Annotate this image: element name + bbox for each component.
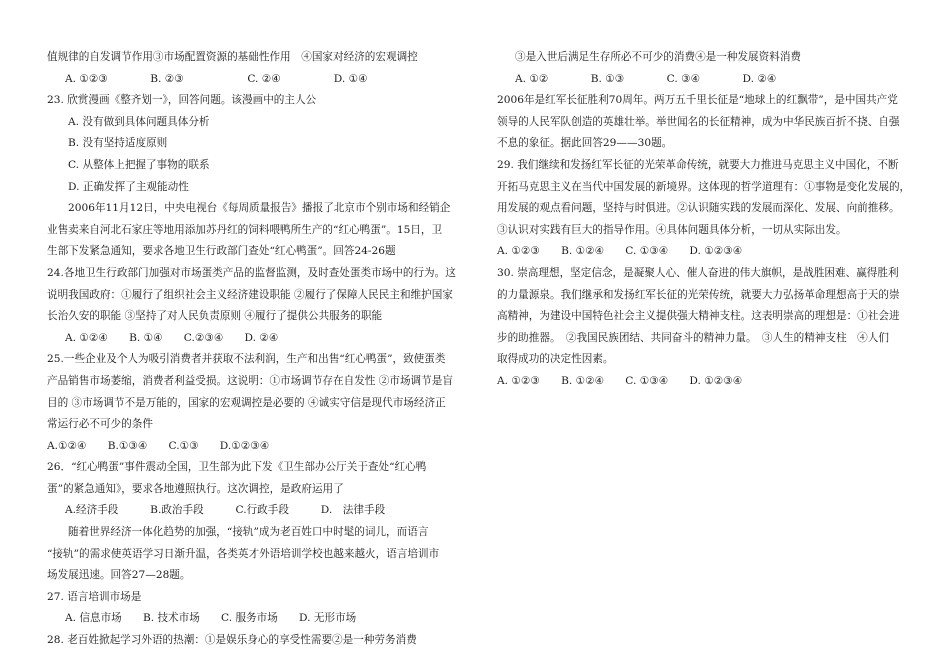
- left-text-line: 场发展迅速。回答27—28题。: [47, 569, 191, 582]
- right-text-line: 30. 崇高理想，坚定信念，是凝聚人心、催人奋进的伟大旗帜，是战胜困难、赢得胜利: [497, 266, 899, 279]
- right-text-line: 不息的象征。据此回答29——30题。: [497, 137, 673, 150]
- left-column: [47, 47, 465, 652]
- left-text-line: 28. 老百姓掀起学习外语的热潮：①是娱乐身心的享受性需要②是一种劳务消费: [47, 634, 417, 647]
- right-text-line: ③是入世后满足生存所必不可少的消费④是一种发展资料消费: [515, 51, 802, 63]
- left-text-line: 说明我国政府：①履行了组织社会主义经济建设职能 ②履行了保障人民民主和维护国家: [47, 288, 453, 301]
- right-text-line: 取得成功的决定性因素。: [497, 353, 614, 366]
- left-text-line: A. 信息市场 B. 技术市场 C. 服务市场 D. 无形市场: [65, 612, 357, 625]
- left-text-line: 生部下发紧急通知，要求各地卫生行政部门查处“红心鸭蛋”。回答24-26题: [47, 245, 396, 258]
- left-text-line: B. 没有坚持适度原则: [68, 137, 168, 150]
- left-text-line: 26．“红心鸭蛋”事件震动全国，卫生部为此下发《卫生部办公厅关于查处“红心鸭: [47, 461, 427, 474]
- left-text-line: 2006年11月12日，中央电视台《每周质量报告》播报了北京市个别市场和经销企: [68, 202, 451, 215]
- left-text-line: “接轨”的需求使英语学习日渐升温，各类英才外语培训学校也越来越火，语言培训市: [47, 547, 440, 560]
- left-text-line: A. 没有做到具体问题具体分析: [68, 115, 210, 128]
- left-text-line: 常运行必不可少的条件: [47, 418, 153, 431]
- left-text-line: A.①②④ B.①③④ C.①③ D.①②③④: [47, 439, 270, 452]
- right-text-line: 29. 我们继续和发扬红军长征的光荣革命传统，就要大力推进马克思主义中国化，不断: [497, 158, 899, 171]
- right-text-line: 领导的人民军队创造的英雄壮举。举世闻名的长征精神，成为中华民族百折不挠、自强: [497, 115, 900, 128]
- left-text-line: 目的 ③市场调节不是万能的，国家的宏观调控是必要的 ④诚实守信是现代市场经济正: [47, 396, 446, 409]
- right-text-line: 开拓马克思主义在当代中国发展的新境界。这体现的哲学道理有：①事物是变化发展的，: [497, 180, 911, 193]
- right-text-line: 用发展的观点看问题，坚持与时俱进。②认识随实践的发展而深化、发展、向前推移。: [497, 202, 900, 215]
- left-text-line: 长治久安的职能 ③坚持了对人民负责原则 ④履行了提供公共服务的职能: [47, 310, 383, 323]
- right-column: [497, 47, 917, 393]
- left-text-line: 产品销售市场萎缩，消费者利益受损。这说明：①市场调节存在自发性 ②市场调节是盲: [47, 374, 453, 387]
- left-text-line: D. 正确发挥了主观能动性: [68, 180, 189, 193]
- right-text-line: 步的助推器。 ②我国民族团结、共同奋斗的精神力量。 ③人生的精神支柱 ④人们: [497, 331, 889, 344]
- right-text-line: 的力量源泉。我们继承和发扬红军长征的光荣传统，就要大力弘扬革命理想高于天的崇: [497, 288, 900, 301]
- left-text-line: 24.各地卫生行政部门加强对市场蛋类产品的监督监测，及时查处蛋类市场中的行为。这: [47, 266, 456, 279]
- left-text-line: 蛋”的紧急通知》，要求各地遵照执行。这次调控，是政府运用了: [47, 482, 344, 495]
- left-text-line: 25.一些企业及个人为吸引消费者并获取不法利润，生产和出售“红心鸭蛋”，致使蛋类: [47, 353, 446, 366]
- left-text-line: 值规律的自发调节作用③市场配置资源的基础性作用 ④国家对经济的宏观调控: [47, 51, 418, 63]
- right-text-line: A. ①②③ B. ①②④ C. ①③④ D. ①②③④: [497, 374, 743, 387]
- right-text-line: A. ①② B. ①③ C. ③④ D. ②④: [515, 72, 777, 85]
- right-text-line: ③认识对实践有巨大的指导作用。④具体问题具体分析，一切从实际出发。: [497, 223, 847, 236]
- left-text-line: 随着世界经济一体化趋势的加强，“接轨”成为老百姓口中时髦的词儿，而语言: [68, 526, 429, 539]
- right-text-line: 2006年是红军长征胜利70周年。两万五千里长征是“地球上的红飘带”，是中国共产党: [497, 94, 898, 107]
- left-text-line: A. ①②③ B. ②③ C. ②④ D. ①④: [65, 72, 368, 85]
- left-text-line: A.经济手段 B.政治手段 C.行政手段 D. 法律手段: [65, 504, 386, 517]
- right-text-line: 高精神，为建设中国特色社会主义提供强大精神支柱。这表明崇高的理想是：①社会进: [497, 310, 900, 323]
- left-text-line: 业售卖来自河北石家庄等地用添加苏丹红的饲料喂鸭所生产的“红心鸭蛋”。15日，卫: [47, 223, 443, 236]
- left-text-line: 23. 欣赏漫画《整齐划一》，回答问题。该漫画中的主人公: [47, 94, 317, 107]
- left-text-line: 27. 语言培训市场是: [47, 590, 142, 603]
- right-text-line: A. ①②③ B. ①②④ C. ①③④ D. ①②③④: [497, 245, 743, 258]
- left-text-line: A. ①②④ B. ①④ C.②③④ D. ②④: [65, 331, 279, 344]
- left-text-line: C. 从整体上把握了事物的联系: [68, 158, 210, 171]
